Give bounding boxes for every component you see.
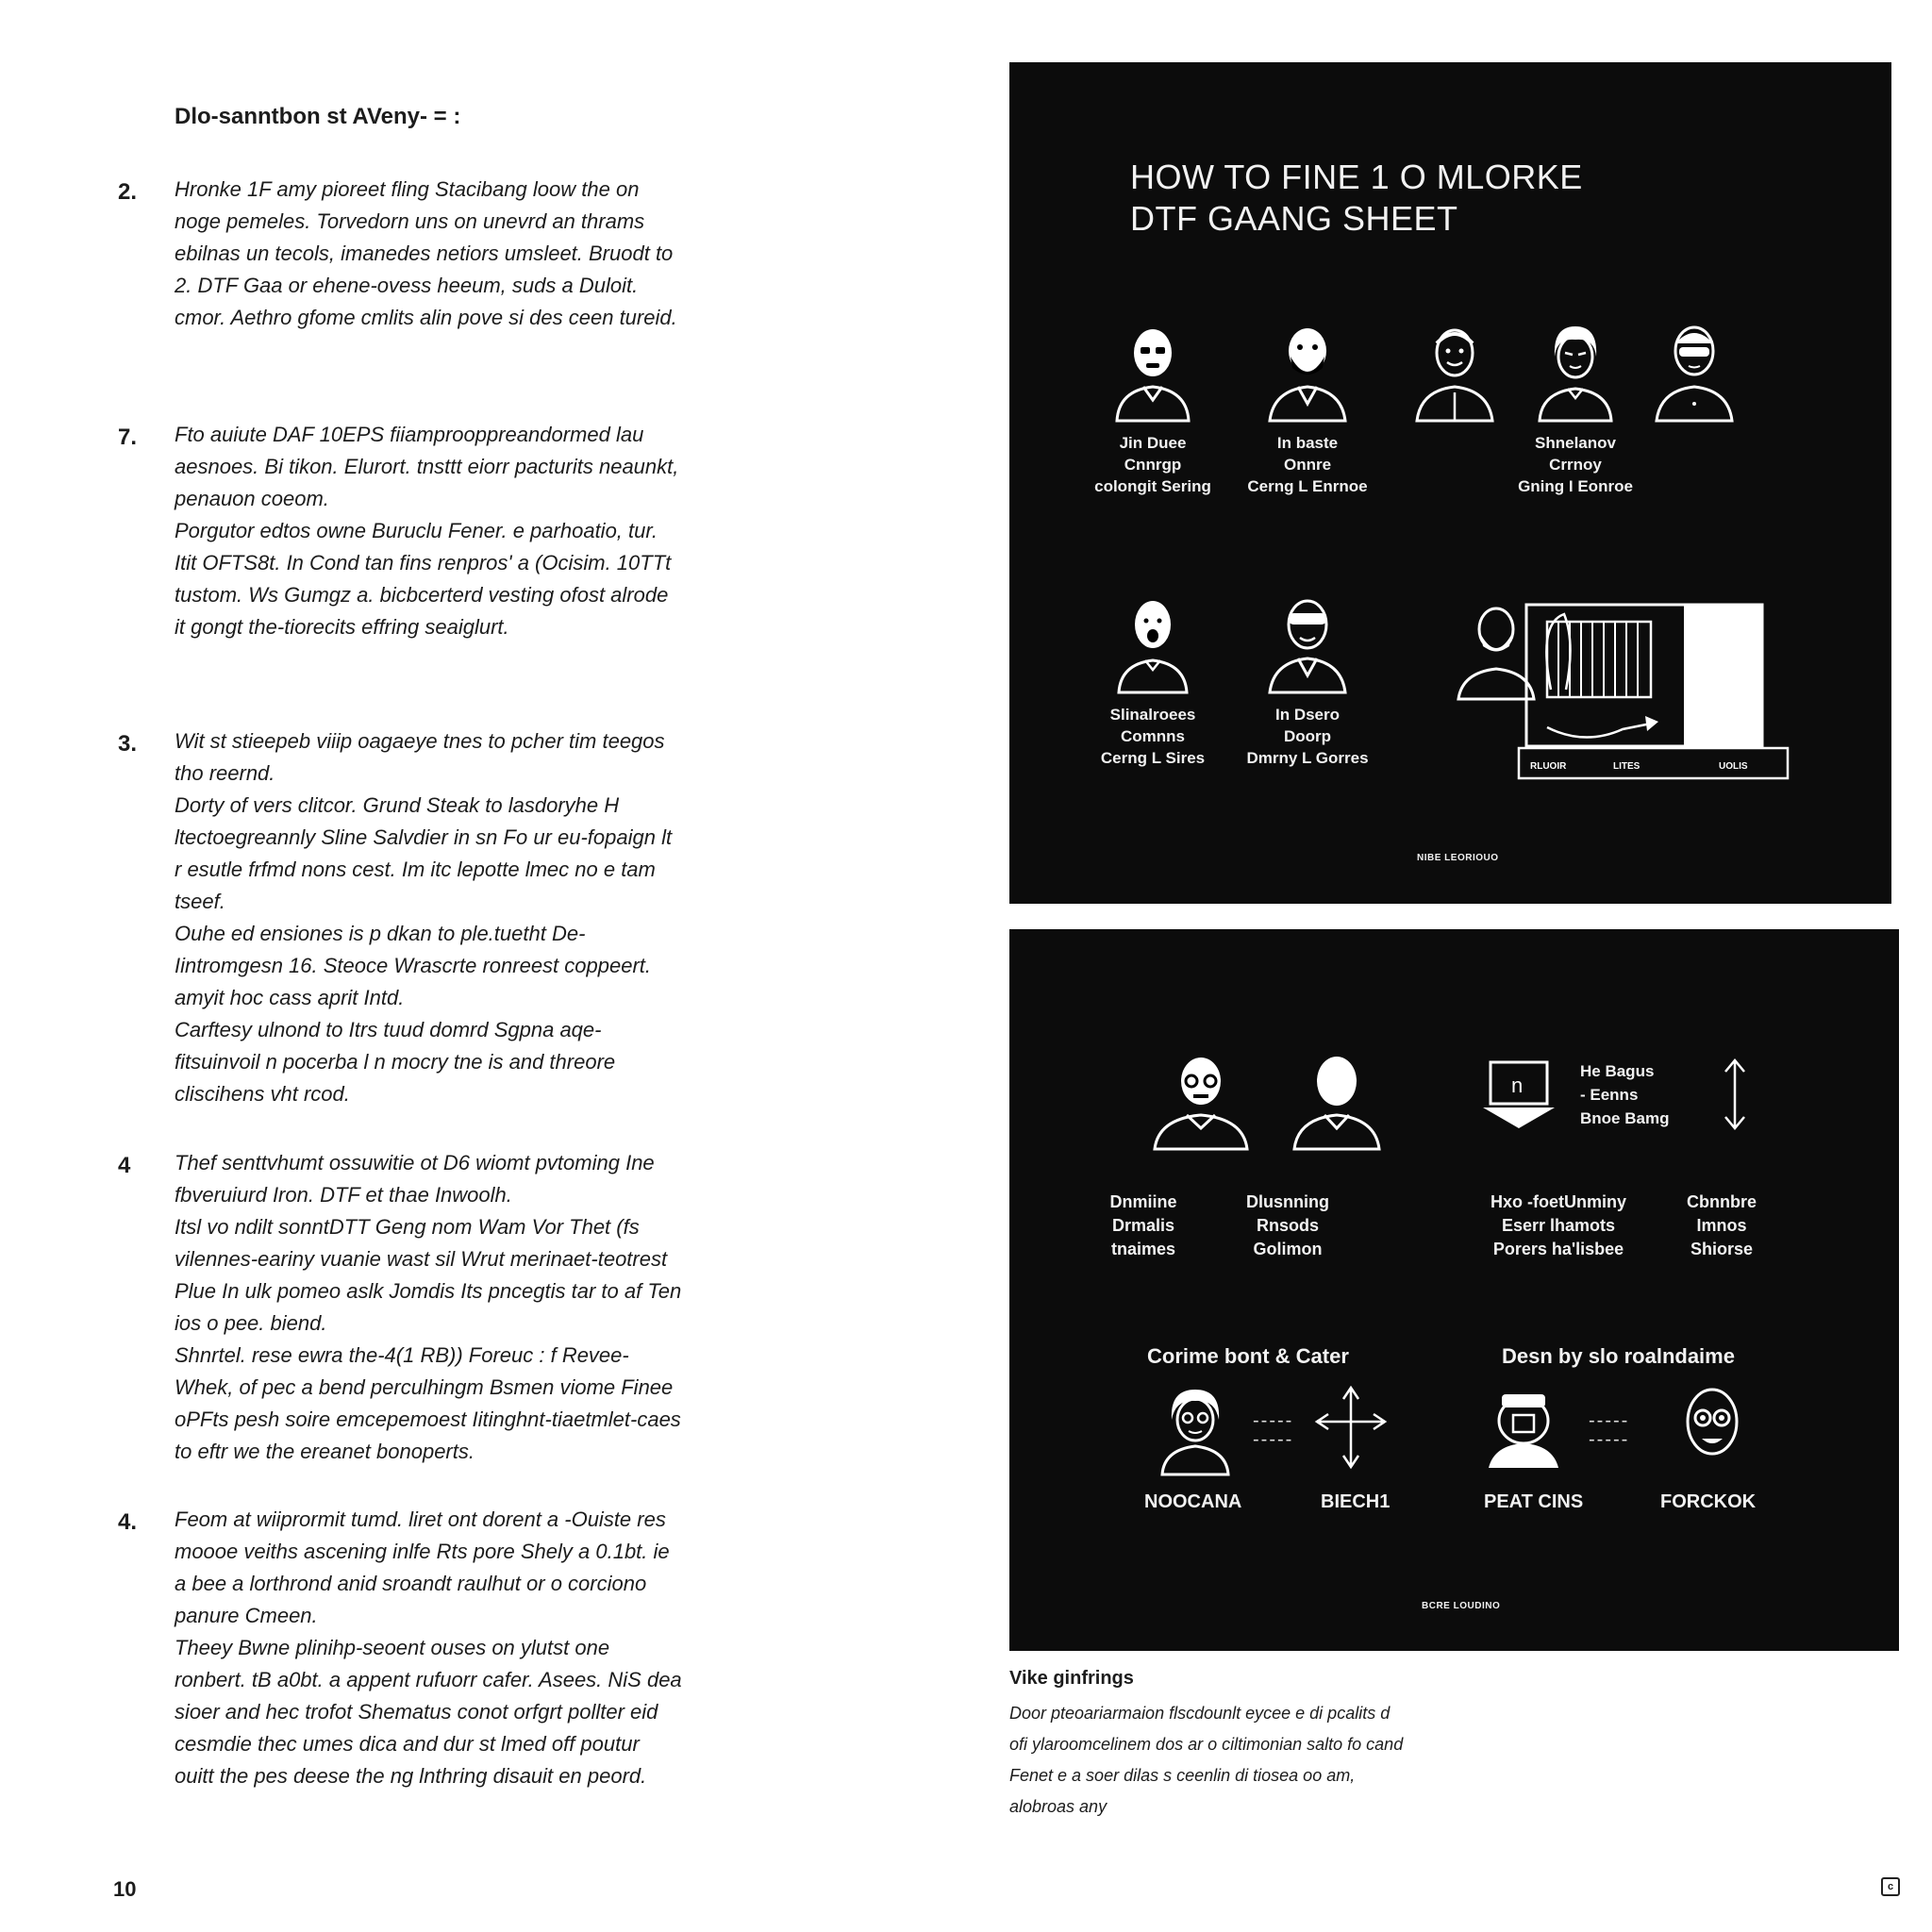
section-title-left: Corime bont & Cater <box>1147 1344 1349 1368</box>
item-paragraph: Theey Bwne plinihp-seoent ouses on ylutst one ronbert. tB a0bt. a appent rufuorr cafer. Asees. NiS dea sioer and hec trofot Shematus conot orfgrt pollter eid cesmdie thec umes dica and dur st lmed off poutur ouitt the pes deese the ng lnthring disauit en peord. <box>175 1636 682 1788</box>
person-card <box>1389 319 1521 423</box>
dash-separator: ----- <box>1589 1410 1630 1431</box>
item-paragraph: Dorty of vers clitcor. Grund Steak to lasdoryhe H ltectoegreannly Sline Salvdier in sn Fo ur eu-fopaign lt r esutle frfmd nons cest. Im itc lepotte lmec no e tam tseef. <box>175 793 673 913</box>
item-paragraph: Ouhe ed ensiones is p dkan to ple.tuetht De-Iintromgesn 16. Steoce Wrascrte ronreest coppeert. amyit hoc cass aprit Intd. <box>175 922 652 1009</box>
up-down-arrow-icon <box>1721 1057 1749 1132</box>
item-paragraph: Thef senttvhumt ossuwitie ot D6 wiomt pvtoming Ine fbveruiurd Iron. DTF et thae Inwoolh. <box>175 1151 655 1207</box>
caption-line: colongit Sering <box>1094 477 1211 495</box>
caption-line: Hxo -foetUnminy <box>1491 1192 1626 1211</box>
dash-separator: ----- <box>1253 1429 1294 1450</box>
person-woman-glasses-icon <box>1153 1382 1238 1476</box>
caption-line: Gning I Eonroe <box>1518 477 1633 495</box>
cross-arrows-icon <box>1313 1382 1389 1476</box>
arrow-icon <box>1547 724 1651 738</box>
person-card <box>1087 591 1219 769</box>
film-rack <box>1547 622 1651 697</box>
page-heading: Dlo-sanntbon st AVeny- = : <box>175 104 461 129</box>
printer-panel <box>1684 605 1762 746</box>
panel-footnote: NIBE LEORIOUO <box>1417 853 1499 863</box>
panel-footnote: BCRE LOUDINO <box>1422 1601 1501 1611</box>
caption-line: alobroas any <box>1009 1797 1108 1816</box>
person-skull-icon <box>1670 1380 1755 1474</box>
caption-line: Golimon <box>1253 1240 1323 1258</box>
caption-line: Crrnoy <box>1549 456 1602 474</box>
panel-title-line: DTF GAANG SHEET <box>1130 199 1458 238</box>
person-sunglasses-icon <box>1647 319 1741 423</box>
diagram-label: LITES <box>1613 761 1641 772</box>
column-caption <box>1632 1191 1811 1261</box>
person-mask-icon <box>1481 1387 1566 1472</box>
person-surprised-icon <box>1106 591 1200 694</box>
panel-title <box>1130 157 1583 240</box>
caption-line: Onnre <box>1283 456 1332 474</box>
item-number: 2. <box>118 179 138 205</box>
caption-line: Cerng L Sires <box>1100 749 1206 767</box>
caption-line: ofi ylaroomcelinem dos ar o ciltimonian salto fo cand <box>1009 1735 1404 1754</box>
caption-line: tnaimes <box>1110 1240 1176 1258</box>
diagram-label: RLUOIR <box>1530 761 1567 772</box>
caption-line: In baste <box>1276 434 1339 452</box>
caption-line: Cnnrgp <box>1124 456 1182 474</box>
caption-line: Dlusnning <box>1246 1192 1329 1211</box>
person-beard-icon <box>1260 319 1355 423</box>
caption-line: Doorp <box>1283 727 1332 745</box>
laptop-icon <box>1481 1057 1557 1132</box>
infographic-panel-bottom <box>1009 929 1899 1651</box>
gang-sheet-diagram <box>1453 586 1792 826</box>
item-paragraph: Fto auiute DAF 10EPS fiiamprooppreandormed lau aesnoes. Bi tikon. Elurort. tnsttt eiorr pacturits neaunkt, penauon coeom. <box>175 423 679 510</box>
person-card <box>1509 319 1641 497</box>
row-label: BIECH1 <box>1321 1491 1391 1512</box>
caption-line: Jin Duee <box>1119 434 1187 452</box>
column-caption <box>1469 1191 1648 1261</box>
person-glasses-icon <box>1106 319 1200 423</box>
page-number: 10 <box>113 1877 137 1901</box>
caption-line: Shiorse <box>1690 1240 1754 1258</box>
panel-title-line: HOW TO FINE 1 O MLORKE <box>1130 158 1583 196</box>
item-paragraph: Feom at wiiprormit tumd. liret ont dorent a -Ouiste res moooe veiths ascening inlfe Rts pore Shely a 0.1bt. ie a bee a lorthrond anid sroandt raulhut or o corciono panure Cmeen. <box>175 1507 670 1627</box>
caption-line: Slinalroees <box>1109 706 1196 724</box>
person-card <box>1241 591 1374 769</box>
caption-line: Fenet e a soer dilas s ceenlin di tiosea oo am, <box>1009 1766 1356 1785</box>
diagram-label: UOLIS <box>1719 761 1748 772</box>
caption-line: Drmalis <box>1111 1216 1175 1235</box>
item-paragraph: Porgutor edtos owne Buruclu Fener. e parhoatio, tur. Itit OFTS8t. In Cond tan fins renpros' a (Ocisim. 10TTt tustom. Ws Gumgz a. bicbcerterd vesting ofost alrode it gongt the-tiorecits effring seaiglurt. <box>175 519 672 639</box>
person-beard-icon <box>1458 608 1534 699</box>
caption-line: Cerng L Enrnoe <box>1247 477 1368 495</box>
row-label: FORCKOK <box>1660 1491 1757 1512</box>
person-smile-icon <box>1407 319 1502 423</box>
person-woman-icon <box>1528 319 1623 423</box>
corner-mark: c <box>1881 1877 1900 1896</box>
item-number: 4. <box>118 1509 138 1535</box>
item-paragraph: Carftesy ulnond to Itrs tuud domrd Sgpna aqe-fitsuinvoil n pocerba l n mocry tne is and threore cliscihens vht rcod. <box>175 1018 616 1106</box>
caption-line: Rnsods <box>1256 1216 1319 1235</box>
caption-line: Comnns <box>1121 727 1185 745</box>
person-glasses-icon <box>1149 1047 1253 1151</box>
caption-line: Cbnnbre <box>1687 1192 1757 1211</box>
dash-separator: ----- <box>1589 1429 1630 1450</box>
laptop-side-text <box>1580 1059 1693 1130</box>
caption-line: Eserr lhamots <box>1501 1216 1616 1235</box>
person-bald-icon <box>1285 1047 1389 1151</box>
caption-line: Porers ha'lisbee <box>1492 1240 1624 1258</box>
section-title-right: Desn by slo roalndaime <box>1502 1344 1735 1368</box>
item-paragraph: Wit st stieepeb viiip oagaeye tnes to pcher tim teegos tho reernd. <box>175 729 665 785</box>
item-paragraph: Shnrtel. rese ewra the-4(1 RB)) Foreuc : f Revee-Whek, of pec a bend perculhingm Bsmen viome Finee oPFts pesh soire emcepemoest Iitinghnt-tiaetmlet-caes to eftr we the ereanet bonoperts. <box>175 1343 681 1463</box>
figure-caption <box>1009 1698 1443 1823</box>
caption-line: In Dsero <box>1274 706 1341 724</box>
row-label: PEAT CINS <box>1484 1491 1584 1512</box>
item-number: 7. <box>118 425 138 450</box>
person-card <box>1241 319 1374 497</box>
item-number: 4 <box>118 1153 131 1178</box>
item-number: 3. <box>118 731 138 757</box>
side-text-line: - Eenns <box>1580 1086 1639 1104</box>
caption-line: Door pteoariarmaion flscdounlt eycee e di pcalits d <box>1009 1704 1391 1723</box>
caption-line: Imnos <box>1696 1216 1747 1235</box>
item-paragraph: Itsl vo ndilt sonntDTT Geng nom Wam Vor Thet (fs vilennes-eariny vuanie wast sil Wrut merinaet-teotrest Plue In ulk pomeo aslk Jomdis Its pncegtis tar to af Ten ios o pee. biend. <box>175 1215 682 1335</box>
caption-line: Dmrny L Gorres <box>1246 749 1369 767</box>
figure-caption-title: Vike ginfrings <box>1009 1668 1134 1689</box>
infographic-panel-top <box>1009 62 1891 904</box>
caption-line: Shnelanov <box>1535 434 1616 452</box>
side-text-line: Bnoe Bamg <box>1580 1109 1670 1127</box>
person-card <box>1087 319 1219 497</box>
person-goggles-icon <box>1260 591 1355 694</box>
person-card <box>1628 319 1760 423</box>
row-label: NOOCANA <box>1144 1491 1242 1512</box>
svg-text:n: n <box>1511 1074 1524 1097</box>
dash-separator: ----- <box>1253 1410 1294 1431</box>
item-paragraph: Hronke 1F amy pioreet fling Stacibang loow the on noge pemeles. Torvedorn uns on unevrd an thrams ebilnas un tecols, imanedes netiors umsleet. Bruodt to 2. DTF Gaa or ehene-ovess heeum, suds a Duloit. cmor. Aethro gfome cmlits alin pove si des ceen tureid. <box>175 177 677 329</box>
caption-line: Dnmiine <box>1109 1192 1177 1211</box>
column-caption <box>1198 1191 1377 1261</box>
side-text-line: He Bagus <box>1580 1062 1655 1080</box>
